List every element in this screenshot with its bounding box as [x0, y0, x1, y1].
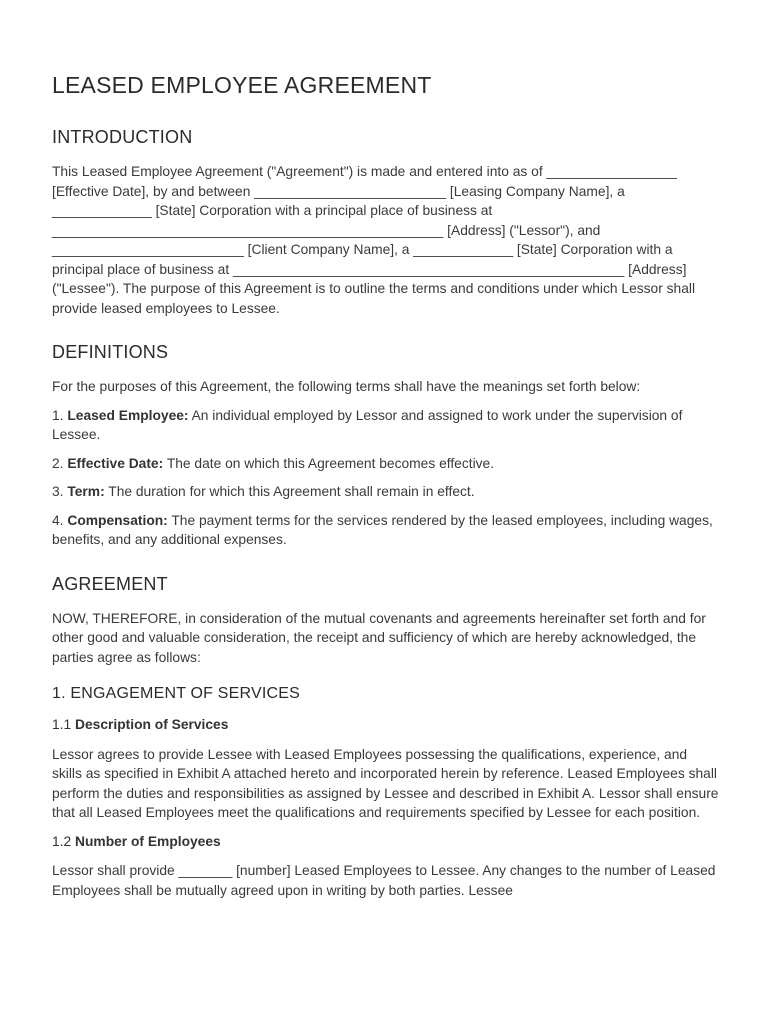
- definition-term: Leased Employee:: [67, 407, 189, 423]
- agreement-paragraph: NOW, THEREFORE, in consideration of the mutual covenants and agreements hereinafter set forth and for other good and valuable consideration, the receipt and sufficiency of which are hereby acknowledged, the parties agree as follows:: [52, 610, 706, 665]
- definition-text: The payment terms for the services rendered by the leased employees, including wages, benefits, and any additional expenses.: [52, 512, 713, 547]
- definition-text: The date on which this Agreement becomes effective.: [166, 455, 495, 471]
- definition-item: [52, 482, 720, 502]
- definition-number: 4.: [52, 512, 64, 528]
- definition-number: 3.: [52, 484, 64, 499]
- definitions-section: [52, 340, 720, 550]
- engagement-section: [52, 684, 720, 900]
- agreement-heading: AGREEMENT: [52, 573, 168, 594]
- subsection-number: 1.2: [52, 833, 72, 849]
- subsection-heading: [52, 715, 720, 735]
- subsection-paragraph: Lessor agrees to provide Lessee with Leased Employees possessing the qualifications, experience, and skills as specified in Exhibit A attached hereto and incorporated herein by reference. Leased Employees shall perform the duties and responsibilities as assigned by Lessee and described in Exhibit A. Lessor shall ensure that all Leased Employees meet the qualifications and requirements specified by Lessee for each position.: [52, 746, 719, 820]
- subsection-heading: [52, 832, 720, 852]
- definition-item: [52, 511, 720, 550]
- subsection-title: Number of Employees: [75, 833, 221, 849]
- subsection-paragraph: Lessor shall provide _______ [number] Leased Employees to Lessee. Any changes to the number of Leased Employees shall be mutually agreed upon in writing by both parties. Lessee: [52, 863, 716, 898]
- document-page: [52, 70, 720, 922]
- definition-number: 1.: [52, 407, 64, 423]
- introduction-heading: INTRODUCTION: [52, 127, 193, 147]
- definition-number: 2.: [52, 455, 64, 471]
- definition-term: Compensation:: [67, 512, 168, 528]
- subsection-number: 1.1: [52, 717, 72, 732]
- definition-text: The duration for which this Agreement shall remain in effect.: [108, 484, 475, 499]
- introduction-paragraph: This Leased Employee Agreement ("Agreement") is made and entered into as of _________________ [Effective Date], by and between _________________________ [Leasing Company Name], a _____________ [State] Corporation with a principal place of business at ___________________________________________________ [Address] ("Lessor"), and _________________________ [Client Company Name], a _____________ [State] Corporation with a principal place of business at ___________________________________________________ [Address] ("Lessee"). The purpose of this Agreement is to outline the terms and conditions under which Lessor shall provide leased employees to Lessee.: [52, 164, 696, 316]
- definitions-intro: For the purposes of this Agreement, the following terms shall have the meanings set forth below:: [52, 379, 641, 394]
- definitions-heading: DEFINITIONS: [52, 342, 169, 362]
- document-title: LEASED EMPLOYEE AGREEMENT: [52, 72, 432, 98]
- definition-item: [52, 406, 720, 445]
- definition-text: An individual employed by Lessor and assigned to work under the supervision of Lessee.: [52, 407, 683, 442]
- definition-term: Term:: [67, 484, 105, 499]
- definition-term: Effective Date:: [67, 455, 164, 471]
- agreement-section: [52, 572, 720, 668]
- subsection-title: Description of Services: [75, 717, 229, 732]
- definition-item: [52, 454, 720, 474]
- introduction-section: [52, 125, 720, 318]
- engagement-heading: 1. ENGAGEMENT OF SERVICES: [52, 685, 301, 702]
